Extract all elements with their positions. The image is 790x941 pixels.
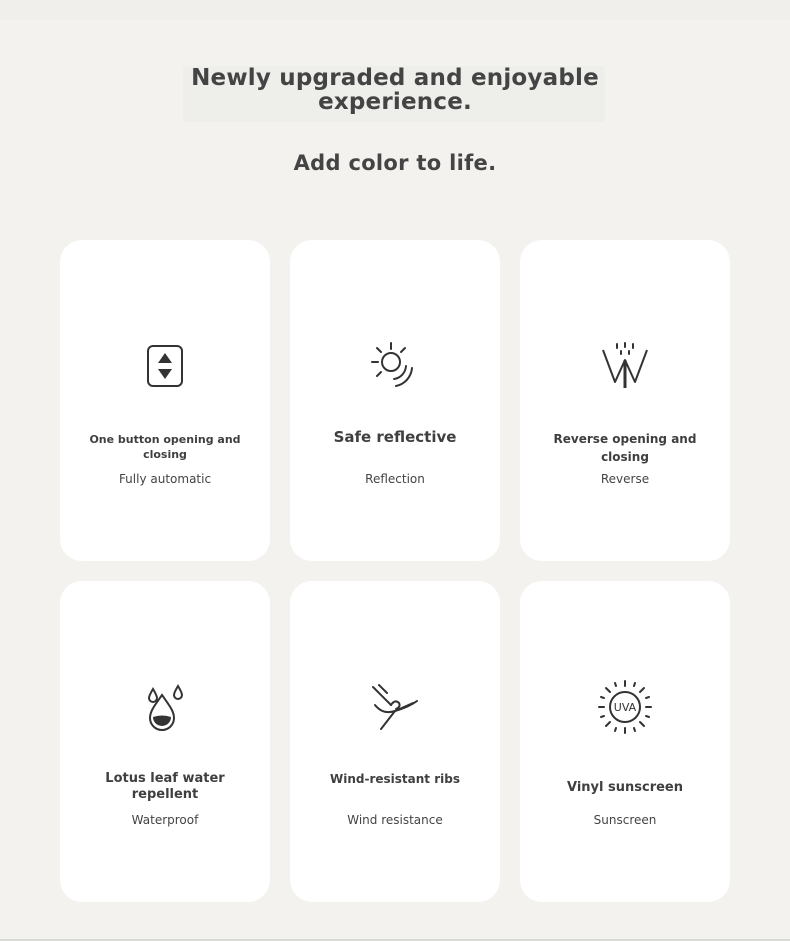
feature-title: Vinyl sunscreen — [567, 780, 683, 795]
feature-card-waterproof — [60, 581, 270, 902]
feature-card-reflective — [290, 240, 500, 561]
feature-title: Reverse opening and closing — [553, 432, 697, 464]
reflective-sun-icon — [365, 338, 425, 394]
feature-card-sunscreen — [520, 581, 730, 902]
feature-caption: Reverse — [600, 472, 650, 486]
feature-title: Lotus leaf water repellent — [105, 771, 225, 802]
wind-icon — [365, 679, 425, 735]
top-strip — [0, 0, 790, 20]
subhead: Add color to life. — [293, 151, 497, 175]
auto-button-icon — [135, 338, 195, 394]
reverse-umbrella-icon — [595, 338, 655, 394]
feature-caption: Sunscreen — [593, 813, 657, 827]
feature-caption: Wind resistance — [347, 813, 443, 827]
headline-container — [0, 66, 790, 114]
water-drop-icon — [135, 679, 195, 735]
feature-card-reverse — [520, 240, 730, 561]
feature-title: Wind-resistant ribs — [330, 772, 460, 786]
feature-caption: Fully automatic — [118, 472, 212, 486]
uva-label: UVA — [613, 701, 637, 714]
feature-card-wind — [290, 581, 500, 902]
feature-caption: Waterproof — [131, 813, 199, 827]
feature-caption: Reflection — [365, 472, 425, 486]
feature-title: One button opening and closing — [89, 433, 241, 461]
feature-title: Safe reflective — [333, 428, 457, 446]
headline: Newly upgraded and enjoyable experience. — [191, 65, 599, 115]
feature-card-auto — [60, 240, 270, 561]
uva-sun-icon — [595, 679, 655, 735]
